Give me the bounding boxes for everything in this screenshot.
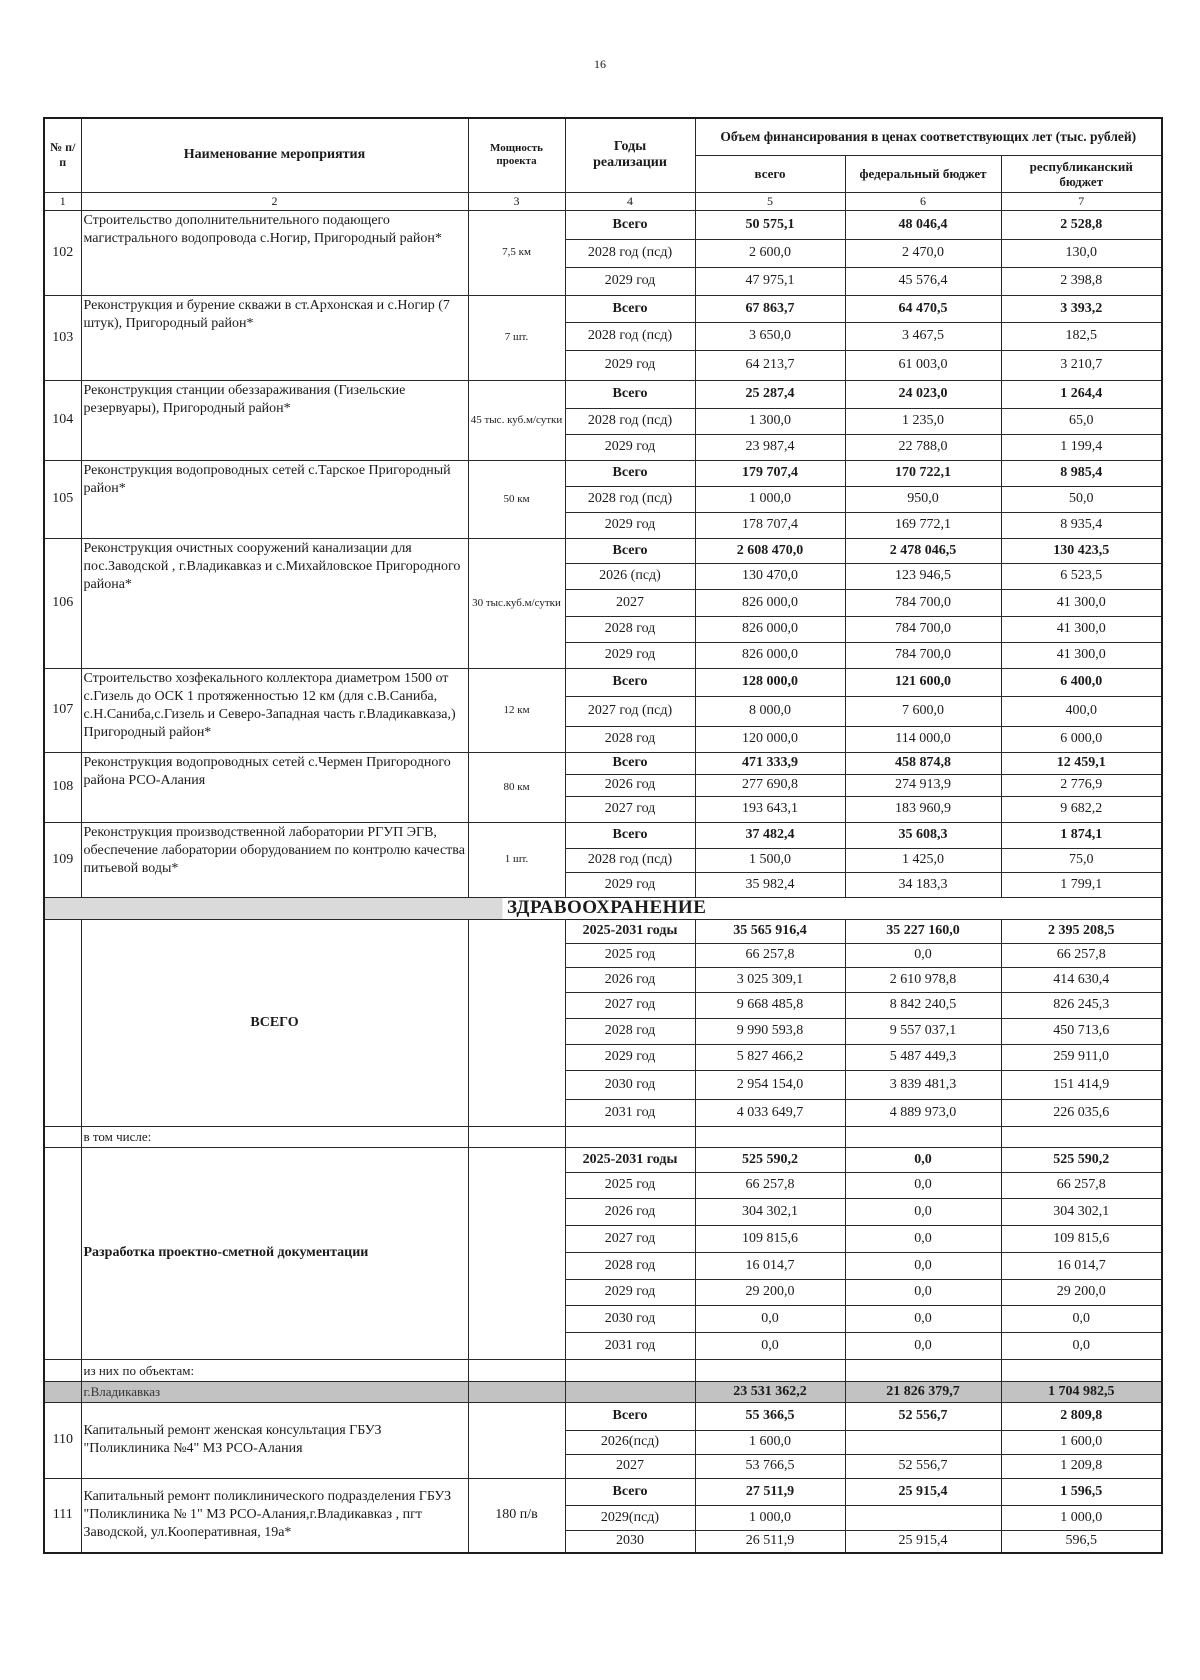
republic-cell: 41 300,0 xyxy=(1001,616,1162,642)
table-row xyxy=(44,919,1162,943)
republic-cell: 50,0 xyxy=(1001,486,1162,512)
total-cell: 178 707,4 xyxy=(695,512,845,538)
federal-cell: 24 023,0 xyxy=(845,380,1001,408)
empty-cell xyxy=(695,1126,845,1147)
year-cell: 2027 год xyxy=(565,1225,695,1252)
total-cell: 4 033 649,7 xyxy=(695,1099,845,1126)
federal-cell: 1 235,0 xyxy=(845,408,1001,434)
total-cell: 25 287,4 xyxy=(695,380,845,408)
total-block-label: ВСЕГО xyxy=(81,919,468,1126)
table-row xyxy=(44,538,1162,563)
project-capacity: 45 тыс. куб.м/сутки xyxy=(468,380,565,460)
republic-cell: 41 300,0 xyxy=(1001,589,1162,616)
total-cell: 2 608 470,0 xyxy=(695,538,845,563)
republic-cell: 826 245,3 xyxy=(1001,992,1162,1018)
total-cell: 26 511,9 xyxy=(695,1530,845,1553)
header-capacity: Мощность проекта xyxy=(468,118,565,192)
total-cell: 1 000,0 xyxy=(695,486,845,512)
total-cell: 5 827 466,2 xyxy=(695,1044,845,1070)
table-row xyxy=(44,1478,1162,1505)
federal-cell: 950,0 xyxy=(845,486,1001,512)
republic-cell: 414 630,4 xyxy=(1001,967,1162,992)
table-row xyxy=(44,1147,1162,1172)
total-cell: 2 600,0 xyxy=(695,239,845,267)
total-cell: 0,0 xyxy=(695,1332,845,1359)
table-row xyxy=(44,380,1162,408)
total-cell: 1 000,0 xyxy=(695,1505,845,1530)
total-cell: 35 982,4 xyxy=(695,872,845,897)
total-cell: 1 600,0 xyxy=(695,1430,845,1454)
table-header xyxy=(44,118,1162,210)
federal-cell: 2 478 046,5 xyxy=(845,538,1001,563)
total-cell: 35 565 916,4 xyxy=(695,919,845,943)
republic-cell: 1 264,4 xyxy=(1001,380,1162,408)
republic-cell: 1 600,0 xyxy=(1001,1430,1162,1454)
year-cell: 2028 год (псд) xyxy=(565,486,695,512)
federal-cell: 0,0 xyxy=(845,943,1001,967)
year-cell: 2029 год xyxy=(565,1279,695,1305)
year-cell: Всего xyxy=(565,380,695,408)
federal-cell: 169 772,1 xyxy=(845,512,1001,538)
year-cell: 2029 год xyxy=(565,267,695,295)
empty-cell xyxy=(1001,1126,1162,1147)
total-cell: 179 707,4 xyxy=(695,460,845,486)
federal-cell: 114 000,0 xyxy=(845,726,1001,752)
empty-cell xyxy=(468,1381,565,1402)
column-number: 7 xyxy=(1001,192,1162,210)
year-cell: 2027 xyxy=(565,589,695,616)
row-number: 107 xyxy=(44,668,81,752)
federal-cell: 0,0 xyxy=(845,1172,1001,1198)
federal-cell: 34 183,3 xyxy=(845,872,1001,897)
total-cell: 37 482,4 xyxy=(695,822,845,848)
table-row xyxy=(44,668,1162,696)
year-cell: Всего xyxy=(565,460,695,486)
table-row xyxy=(44,1359,1162,1381)
total-cell: 64 213,7 xyxy=(695,350,845,380)
project-capacity: 180 п/в xyxy=(468,1478,565,1553)
of-which-label: из них по объектам: xyxy=(81,1359,468,1381)
table-row xyxy=(44,1402,1162,1430)
total-cell: 0,0 xyxy=(695,1305,845,1332)
year-cell: Всего xyxy=(565,822,695,848)
federal-cell: 64 470,5 xyxy=(845,295,1001,322)
table-row xyxy=(44,822,1162,848)
city-subtotal-label: г.Владикавказ xyxy=(81,1381,468,1402)
year-cell: 2029 год xyxy=(565,872,695,897)
row-number: 105 xyxy=(44,460,81,538)
total-cell: 826 000,0 xyxy=(695,589,845,616)
year-cell: 2028 год (псд) xyxy=(565,239,695,267)
total-cell: 27 511,9 xyxy=(695,1478,845,1505)
federal-cell: 2 610 978,8 xyxy=(845,967,1001,992)
total-cell: 66 257,8 xyxy=(695,943,845,967)
total-cell: 130 470,0 xyxy=(695,563,845,589)
year-cell: 2027 год xyxy=(565,796,695,822)
republic-cell: 1 799,1 xyxy=(1001,872,1162,897)
row-number: 104 xyxy=(44,380,81,460)
total-cell: 2 954 154,0 xyxy=(695,1070,845,1099)
republic-cell: 130,0 xyxy=(1001,239,1162,267)
total-cell: 8 000,0 xyxy=(695,696,845,726)
total-cell: 3 650,0 xyxy=(695,322,845,350)
project-capacity: 30 тыс.куб.м/сутки xyxy=(468,538,565,668)
total-cell: 66 257,8 xyxy=(695,1172,845,1198)
year-cell: 2031 год xyxy=(565,1332,695,1359)
republic-cell: 8 985,4 xyxy=(1001,460,1162,486)
year-cell: Всего xyxy=(565,538,695,563)
column-number: 2 xyxy=(81,192,468,210)
federal-cell: 121 600,0 xyxy=(845,668,1001,696)
federal-cell: 22 788,0 xyxy=(845,434,1001,460)
header-row xyxy=(44,118,1162,155)
federal-cell: 4 889 973,0 xyxy=(845,1099,1001,1126)
project-name: Реконструкция водопроводных сетей с.Тарское Пригородный район* xyxy=(81,460,468,538)
total-cell: 3 025 309,1 xyxy=(695,967,845,992)
year-cell: Всего xyxy=(565,752,695,774)
republic-cell: 130 423,5 xyxy=(1001,538,1162,563)
republic-cell: 3 393,2 xyxy=(1001,295,1162,322)
header-total: всего xyxy=(695,155,845,192)
header-republic-label: республиканский бюджет xyxy=(1029,158,1133,189)
year-cell: 2025 год xyxy=(565,943,695,967)
federal-cell: 784 700,0 xyxy=(845,616,1001,642)
table-row xyxy=(44,1126,1162,1147)
federal-cell: 25 915,4 xyxy=(845,1478,1001,1505)
project-capacity: 50 км xyxy=(468,460,565,538)
republic-cell: 41 300,0 xyxy=(1001,642,1162,668)
empty-cell xyxy=(845,1126,1001,1147)
row-number: 103 xyxy=(44,295,81,380)
empty-cell xyxy=(468,1147,565,1359)
year-cell: 2030 год xyxy=(565,1070,695,1099)
republic-cell: 65,0 xyxy=(1001,408,1162,434)
federal-cell: 0,0 xyxy=(845,1198,1001,1225)
column-number: 3 xyxy=(468,192,565,210)
year-cell: 2029 год xyxy=(565,350,695,380)
year-cell: 2029 год xyxy=(565,434,695,460)
republic-cell: 2 395 208,5 xyxy=(1001,919,1162,943)
project-name: Строительство дополнительнительного подающего магистрального водопровода с.Ногир, Пригородный район* xyxy=(81,210,468,295)
federal-cell: 274 913,9 xyxy=(845,774,1001,796)
federal-cell: 52 556,7 xyxy=(845,1454,1001,1478)
federal-cell: 35 227 160,0 xyxy=(845,919,1001,943)
republic-cell: 304 302,1 xyxy=(1001,1198,1162,1225)
federal-cell: 784 700,0 xyxy=(845,642,1001,668)
federal-cell: 0,0 xyxy=(845,1225,1001,1252)
federal-cell: 5 487 449,3 xyxy=(845,1044,1001,1070)
republic-cell: 12 459,1 xyxy=(1001,752,1162,774)
empty-cell xyxy=(44,1147,81,1359)
year-cell: 2028 год xyxy=(565,616,695,642)
project-capacity: 7,5 км xyxy=(468,210,565,295)
federal-cell xyxy=(845,1430,1001,1454)
project-name: Реконструкция очистных сооружений канализации для пос.Заводской , г.Владикавказ и с.Михайловское Пригородного района* xyxy=(81,538,468,668)
year-cell: 2026 год xyxy=(565,774,695,796)
republic-cell: 2 528,8 xyxy=(1001,210,1162,239)
total-cell: 47 975,1 xyxy=(695,267,845,295)
year-cell: 2027 xyxy=(565,1454,695,1478)
header-republic xyxy=(1001,155,1162,192)
republic-cell: 66 257,8 xyxy=(1001,1172,1162,1198)
table-row xyxy=(44,295,1162,322)
republic-cell: 66 257,8 xyxy=(1001,943,1162,967)
year-cell: 2028 год xyxy=(565,1252,695,1279)
project-capacity: 7 шт. xyxy=(468,295,565,380)
total-cell: 1 300,0 xyxy=(695,408,845,434)
federal-cell: 183 960,9 xyxy=(845,796,1001,822)
header-name: Наименование мероприятия xyxy=(81,118,468,192)
year-cell: 2031 год xyxy=(565,1099,695,1126)
federal-cell xyxy=(845,1505,1001,1530)
year-cell: 2028 год (псд) xyxy=(565,322,695,350)
federal-cell: 52 556,7 xyxy=(845,1402,1001,1430)
republic-cell: 151 414,9 xyxy=(1001,1070,1162,1099)
republic-cell: 3 210,7 xyxy=(1001,350,1162,380)
year-cell: 2026 год xyxy=(565,967,695,992)
republic-cell: 182,5 xyxy=(1001,322,1162,350)
empty-cell xyxy=(695,1359,845,1381)
page-number: 16 xyxy=(594,57,606,71)
year-cell: 2026 год xyxy=(565,1198,695,1225)
federal-cell: 123 946,5 xyxy=(845,563,1001,589)
empty-cell xyxy=(1001,1359,1162,1381)
federal-cell: 0,0 xyxy=(845,1332,1001,1359)
year-cell: 2030 xyxy=(565,1530,695,1553)
project-name: Реконструкция станции обеззараживания (Гизельские резервуары), Пригородный район* xyxy=(81,380,468,460)
federal-cell: 7 600,0 xyxy=(845,696,1001,726)
table-row xyxy=(44,1381,1162,1402)
total-cell: 826 000,0 xyxy=(695,642,845,668)
federal-cell: 21 826 379,7 xyxy=(845,1381,1001,1402)
year-cell: 2029 год xyxy=(565,642,695,668)
total-cell: 53 766,5 xyxy=(695,1454,845,1478)
row-number: 110 xyxy=(44,1402,81,1478)
year-cell: 2025-2031 годы xyxy=(565,919,695,943)
total-cell: 525 590,2 xyxy=(695,1147,845,1172)
total-cell: 128 000,0 xyxy=(695,668,845,696)
republic-cell: 75,0 xyxy=(1001,848,1162,872)
federal-cell: 3 839 481,3 xyxy=(845,1070,1001,1099)
republic-cell: 400,0 xyxy=(1001,696,1162,726)
federal-cell: 8 842 240,5 xyxy=(845,992,1001,1018)
total-cell: 304 302,1 xyxy=(695,1198,845,1225)
federal-cell: 2 470,0 xyxy=(845,239,1001,267)
year-cell: 2027 год (псд) xyxy=(565,696,695,726)
empty-cell xyxy=(845,1359,1001,1381)
total-cell: 29 200,0 xyxy=(695,1279,845,1305)
design-block-label: Разработка проектно-сметной документации xyxy=(81,1147,468,1359)
row-number: 102 xyxy=(44,210,81,295)
republic-cell: 0,0 xyxy=(1001,1332,1162,1359)
republic-cell: 226 035,6 xyxy=(1001,1099,1162,1126)
project-name: Капитальный ремонт поликлинического подразделения ГБУЗ "Поликлиника № 1" МЗ РСО-Алания,г.Владикавказ , пгт Заводской, ул.Кооперативная, 19а* xyxy=(81,1478,468,1553)
table-body xyxy=(44,210,1162,1553)
total-cell: 826 000,0 xyxy=(695,616,845,642)
total-cell: 109 815,6 xyxy=(695,1225,845,1252)
header-federal: федеральный бюджет xyxy=(845,155,1001,192)
republic-cell: 9 682,2 xyxy=(1001,796,1162,822)
year-cell: 2029 год xyxy=(565,512,695,538)
republic-cell: 2 809,8 xyxy=(1001,1402,1162,1430)
total-cell: 23 987,4 xyxy=(695,434,845,460)
row-number: 111 xyxy=(44,1478,81,1553)
total-cell: 471 333,9 xyxy=(695,752,845,774)
project-name: Реконструкция водопроводных сетей с.Чермен Пригородного района РСО-Алания xyxy=(81,752,468,822)
year-cell: Всего xyxy=(565,668,695,696)
republic-cell: 450 713,6 xyxy=(1001,1018,1162,1044)
header-years-label: Годы реализации xyxy=(593,139,667,171)
total-cell: 55 366,5 xyxy=(695,1402,845,1430)
republic-cell: 525 590,2 xyxy=(1001,1147,1162,1172)
federal-cell: 35 608,3 xyxy=(845,822,1001,848)
project-name: Строительство хозфекального коллектора диаметром 1500 от с.Гизель до ОСК 1 протяженностью 12 км (для с.В.Саниба, с.Н.Саниба,с.Гизель и Северо-Западная часть г.Владикавказа,) Пригородный район* xyxy=(81,668,468,752)
federal-cell: 61 003,0 xyxy=(845,350,1001,380)
project-capacity: 12 км xyxy=(468,668,565,752)
empty-cell xyxy=(565,1126,695,1147)
empty-cell xyxy=(44,919,81,1126)
column-number: 4 xyxy=(565,192,695,210)
financing-table xyxy=(43,117,1163,1554)
project-name: Реконструкция производственной лаборатории РГУП ЭГВ, обеспечение лаборатории оборудованием по контролю качества питьевой воды* xyxy=(81,822,468,897)
republic-cell: 0,0 xyxy=(1001,1305,1162,1332)
federal-cell: 1 425,0 xyxy=(845,848,1001,872)
row-number: 106 xyxy=(44,538,81,668)
year-cell: 2027 год xyxy=(565,992,695,1018)
year-cell: 2025-2031 годы xyxy=(565,1147,695,1172)
section-title: ЗДРАВООХРАНЕНИЕ xyxy=(44,897,1162,919)
total-cell: 23 531 362,2 xyxy=(695,1381,845,1402)
header-num: № п/п xyxy=(44,118,81,192)
republic-cell: 259 911,0 xyxy=(1001,1044,1162,1070)
year-cell: 2028 год xyxy=(565,726,695,752)
total-cell: 277 690,8 xyxy=(695,774,845,796)
year-cell: Всего xyxy=(565,1402,695,1430)
federal-cell: 3 467,5 xyxy=(845,322,1001,350)
project-capacity: 1 шт. xyxy=(468,822,565,897)
total-cell: 67 863,7 xyxy=(695,295,845,322)
empty-cell xyxy=(468,919,565,1126)
republic-cell: 8 935,4 xyxy=(1001,512,1162,538)
row-number: 108 xyxy=(44,752,81,822)
including-label: в том числе: xyxy=(81,1126,468,1147)
header-years xyxy=(565,118,695,192)
empty-cell xyxy=(44,1126,81,1147)
federal-cell: 170 722,1 xyxy=(845,460,1001,486)
year-cell: 2029 год xyxy=(565,1044,695,1070)
column-number: 1 xyxy=(44,192,81,210)
federal-cell: 25 915,4 xyxy=(845,1530,1001,1553)
republic-cell: 109 815,6 xyxy=(1001,1225,1162,1252)
republic-cell: 1 874,1 xyxy=(1001,822,1162,848)
project-capacity: 80 км xyxy=(468,752,565,822)
republic-cell: 29 200,0 xyxy=(1001,1279,1162,1305)
republic-cell: 1 199,4 xyxy=(1001,434,1162,460)
republic-cell: 1 596,5 xyxy=(1001,1478,1162,1505)
table-row xyxy=(44,210,1162,239)
column-number: 5 xyxy=(695,192,845,210)
federal-cell: 0,0 xyxy=(845,1252,1001,1279)
federal-cell: 9 557 037,1 xyxy=(845,1018,1001,1044)
federal-cell: 45 576,4 xyxy=(845,267,1001,295)
project-capacity xyxy=(468,1402,565,1478)
republic-cell: 1 000,0 xyxy=(1001,1505,1162,1530)
total-cell: 50 575,1 xyxy=(695,210,845,239)
total-cell: 16 014,7 xyxy=(695,1252,845,1279)
total-cell: 193 643,1 xyxy=(695,796,845,822)
federal-cell: 0,0 xyxy=(845,1147,1001,1172)
republic-cell: 16 014,7 xyxy=(1001,1252,1162,1279)
federal-cell: 458 874,8 xyxy=(845,752,1001,774)
republic-cell: 2 398,8 xyxy=(1001,267,1162,295)
republic-cell: 1 209,8 xyxy=(1001,1454,1162,1478)
total-cell: 1 500,0 xyxy=(695,848,845,872)
total-cell: 9 668 485,8 xyxy=(695,992,845,1018)
column-number-row xyxy=(44,192,1162,210)
year-cell: Всего xyxy=(565,1478,695,1505)
year-cell: 2030 год xyxy=(565,1305,695,1332)
year-cell: 2028 год xyxy=(565,1018,695,1044)
year-cell: 2029(псд) xyxy=(565,1505,695,1530)
year-cell: Всего xyxy=(565,210,695,239)
table-row xyxy=(44,460,1162,486)
project-name: Реконструкция и бурение скважи в ст.Архонская и с.Ногир (7 штук), Пригородный район* xyxy=(81,295,468,380)
empty-cell xyxy=(565,1359,695,1381)
year-cell: 2028 год (псд) xyxy=(565,848,695,872)
republic-cell: 1 704 982,5 xyxy=(1001,1381,1162,1402)
year-cell: 2028 год (псд) xyxy=(565,408,695,434)
year-cell: 2026(псд) xyxy=(565,1430,695,1454)
column-number: 6 xyxy=(845,192,1001,210)
row-number: 109 xyxy=(44,822,81,897)
year-cell: 2026 (псд) xyxy=(565,563,695,589)
empty-cell xyxy=(44,1359,81,1381)
republic-cell: 2 776,9 xyxy=(1001,774,1162,796)
empty-cell xyxy=(468,1126,565,1147)
year-cell: Всего xyxy=(565,295,695,322)
total-cell: 9 990 593,8 xyxy=(695,1018,845,1044)
total-cell: 120 000,0 xyxy=(695,726,845,752)
federal-cell: 0,0 xyxy=(845,1305,1001,1332)
year-cell: 2025 год xyxy=(565,1172,695,1198)
republic-cell: 596,5 xyxy=(1001,1530,1162,1553)
republic-cell: 6 523,5 xyxy=(1001,563,1162,589)
table-row xyxy=(44,752,1162,774)
header-financing: Объем финансирования в ценах соответствующих лет (тыс. рублей) xyxy=(695,118,1162,155)
federal-cell: 784 700,0 xyxy=(845,589,1001,616)
empty-cell xyxy=(565,1381,695,1402)
federal-cell: 0,0 xyxy=(845,1279,1001,1305)
table-row xyxy=(44,897,1162,919)
republic-cell: 6 400,0 xyxy=(1001,668,1162,696)
federal-cell: 48 046,4 xyxy=(845,210,1001,239)
project-name: Капитальный ремонт женская консультация ГБУЗ "Поликлиника №4" МЗ РСО-Алания xyxy=(81,1402,468,1478)
republic-cell: 6 000,0 xyxy=(1001,726,1162,752)
empty-cell xyxy=(468,1359,565,1381)
empty-cell xyxy=(44,1381,81,1402)
